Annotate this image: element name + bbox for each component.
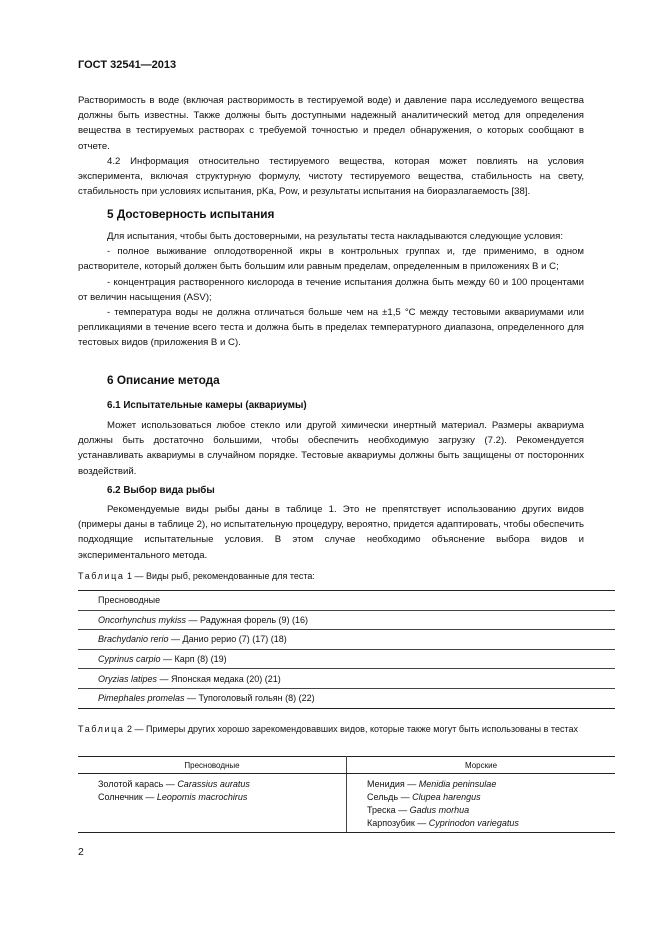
table-1-caption — [78, 570, 618, 583]
section-6-1-title: 6.1 Испытательные камеры (аквариумы) — [107, 400, 307, 411]
page-number: 2 — [78, 846, 84, 858]
section-6-1-paragraph: Может использоваться любое стекло или другой химически инертный материал. Размеры аквариума должны быть достаточно большими, чтобы обеспечить необходимую загрузку (7.2). Рекомендуется устанавливать аквариумы в случайном порядке. Тестовые аквариумы должны быть защищены от посторонних воздействий. — [78, 420, 584, 477]
russian-name: Сельдь — — [367, 792, 413, 802]
section-5-bullet-3: - температура воды не должна отличаться больше чем на ±1,5 °С между тестовыми аквариумами или репликациями в течение всего теста и должна быть в пределах температурного диапазона, определенного для тестовых видов (приложения В и С). — [78, 307, 584, 349]
list-item — [367, 778, 615, 791]
table-2 — [78, 756, 615, 833]
species-info: — Радужная форель (9) (16) — [186, 614, 309, 625]
freshwater-species-cell — [78, 774, 347, 833]
table-2-header-fresh: Пресноводные — [78, 757, 347, 774]
latin-name: Menidia peninsulae — [418, 779, 497, 789]
table-1-caption-word: Таблица — [78, 571, 125, 581]
table-2-header-sea: Морские — [347, 757, 616, 774]
table-1-caption-text: 1 — Виды рыб, рекомендованные для теста: — [127, 571, 315, 581]
section-6-2-body — [78, 502, 584, 563]
table-cell — [78, 630, 615, 650]
table-2-caption-word: Таблица — [78, 724, 125, 734]
table-cell — [78, 688, 615, 708]
table-2-caption-text: 2 — Примеры других хорошо зарекомендовавших видов, которые также могут быть использованы в тестах — [127, 724, 578, 734]
section-5-paragraph: Для испытания, чтобы быть достоверными, на результаты теста накладываются следующие условия: — [107, 231, 564, 242]
intro-block — [78, 93, 584, 199]
section-6-title: 6 Описание метода — [107, 373, 220, 387]
table-cell — [78, 610, 615, 630]
list-item — [98, 778, 346, 791]
latin-name: Leopomis macrochirus — [156, 792, 248, 802]
table-cell — [78, 649, 615, 669]
standard-header: ГОСТ 32541—2013 — [78, 59, 177, 71]
table-row — [78, 649, 615, 669]
list-item — [367, 791, 615, 804]
table-row — [78, 610, 615, 630]
latin-name: Gadus morhua — [409, 805, 470, 815]
intro-paragraph-1: Растворимость в воде (включая растворимость в тестируемой воде) и давление пара исследуемого вещества должны быть известны. Также должны быть доступными надежный аналитический метод для определения вещества в тестируемых растворах с требуемой точностью и предел обнаружения, о которых сообщают в отчете. — [78, 95, 584, 152]
section-5-body — [78, 229, 584, 351]
species-info: — Тупоголовый гольян (8) (22) — [184, 693, 315, 704]
list-item — [367, 817, 615, 830]
latin-name: Oryzias latipes — [98, 673, 158, 684]
table-row — [78, 630, 615, 650]
russian-name: Менидия — — [367, 779, 419, 789]
table-1-header: Пресноводные — [78, 591, 615, 611]
russian-name: Солнечник — — [98, 792, 157, 802]
list-item — [98, 791, 346, 804]
latin-name: Pimephales promelas — [98, 693, 185, 704]
latin-name: Brachydanio rerio — [98, 634, 169, 645]
section-6-2-paragraph: Рекомендуемые виды рыбы даны в таблице 1. Это не препятствует использованию других видов (примеры даны в таблице 2), но испытательную процедуру, вероятно, придется адаптировать, чтобы обеспечить подходящие испытательные условия. В этом случае необходимо объяснение выбора видов и экспериментального метода. — [78, 504, 584, 561]
russian-name: Карпозубик — — [367, 818, 429, 828]
section-6-2-title: 6.2 Выбор вида рыбы — [107, 485, 215, 496]
species-info: — Данио рерио (7) (17) (18) — [168, 634, 287, 645]
table-2-caption — [78, 723, 618, 736]
section-5-bullet-2: - концентрация растворенного кислорода в течение испытания должна быть между 60 и 100 процентами от величин насыщения (ASV); — [78, 276, 584, 303]
russian-name: Треска — — [367, 805, 410, 815]
latin-name: Carassius auratus — [177, 779, 250, 789]
table-1 — [78, 590, 615, 709]
table-row — [78, 591, 615, 611]
latin-name: Cyprinus carpio — [98, 654, 161, 665]
section-5-title: 5 Достоверность испытания — [107, 207, 275, 221]
latin-name: Oncorhynchus mykiss — [98, 614, 187, 625]
section-6-1-body — [78, 418, 584, 479]
table-cell — [78, 669, 615, 689]
section-5-bullet-1: - полное выживание оплодотворенной икры в контрольных группах и, где применимо, в одном растворителе, который должен быть большим или равным пределам, определенным в приложениях В и С; — [78, 246, 584, 273]
table-row — [78, 774, 615, 833]
intro-paragraph-2: 4.2 Информация относительно тестируемого вещества, которая может повлиять на условия эксперимента, включая структурную формулу, чистоту тестируемого вещества, стабильность на свету, стабильность при условиях испытания, pKa, Pow, и результаты испытания на биоразлагаемость [38]. — [78, 155, 584, 198]
species-info: — Карп (8) (19) — [160, 654, 227, 665]
marine-species-cell — [347, 774, 616, 833]
table-row — [78, 669, 615, 689]
russian-name: Золотой карась — — [98, 779, 178, 789]
list-item — [367, 804, 615, 817]
latin-name: Cyprinodon variegatus — [428, 818, 519, 828]
latin-name: Clupea harengus — [412, 792, 481, 802]
table-row — [78, 757, 615, 774]
table-row — [78, 688, 615, 708]
species-info: — Японская медака (20) (21) — [157, 673, 281, 684]
